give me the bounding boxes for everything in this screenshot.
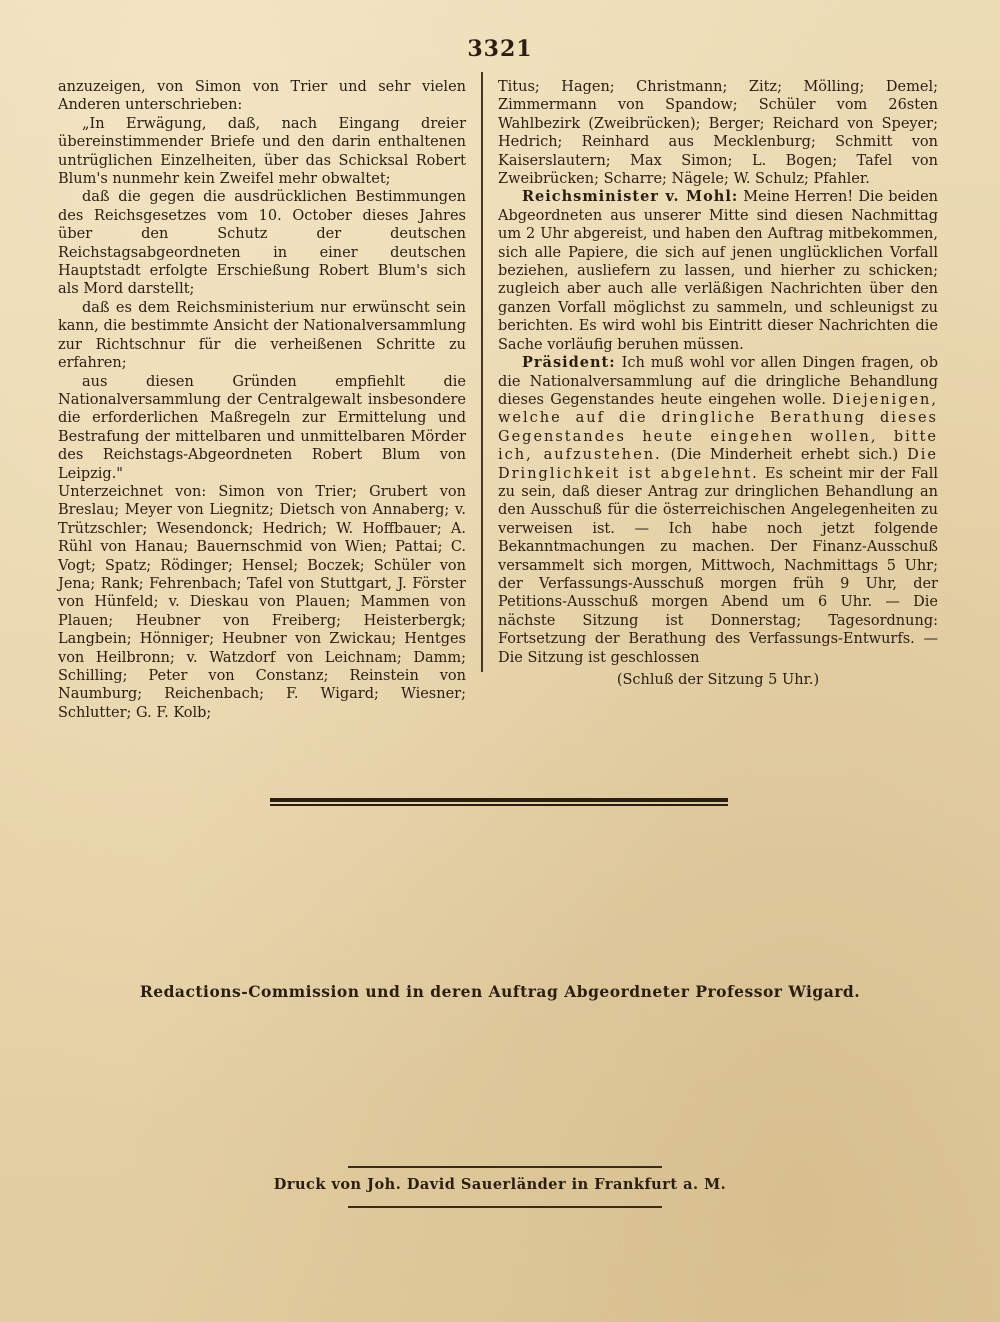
signatories-continued: Titus; Hagen; Christmann; Zitz; Mölling; Demel; Zimmermann von Spandow; Schüler vom 26sten Wahlbezirk (Zweibrücken); Berger; Reichard von Speyer; Hedrich; Reinhard aus Mecklenburg; Schmitt von Kaiserslautern; Max Simon; L. Bogen; Tafel von Zweibrücken; Scharre; Nägele; W. Schulz; Pfahler. bbox=[498, 79, 938, 188]
motion-quote-paragraph: daß die gegen die ausdrücklichen Bestimmungen des Reichsgesetzes vom 10. October dieses Jahres über den Schutz der deutschen Reichstagsabgeordneten in einer deutschen Hauptstadt erfolgte Erschießung Robert Blum's sich als Mord darstellt; bbox=[58, 189, 466, 298]
printer-imprint: Druck von Joh. David Sauerländer in Frankfurt a. M. bbox=[273, 1176, 727, 1193]
speech-text-spaced: Die Dringlichkeit ist abgelehnt. bbox=[498, 447, 938, 482]
motion-quote-paragraph: aus diesen Gründen empfiehlt die Nationalversammlung der Centralgewalt insbesondere die erforderlichen Maßregeln zur Ermittelung und Bestrafung der mittelbaren und unmittelbaren Mörder des Reichstags-Abgeordneten Robert Blum von Leipzig." bbox=[58, 373, 466, 482]
session-closing: (Schluß der Sitzung 5 Uhr.) bbox=[616, 672, 820, 688]
printer-rule-top bbox=[348, 1166, 662, 1168]
speaker-label: Reichsminister v. Mohl: bbox=[522, 188, 739, 206]
speech-text: Ich muß wohl vor allen Dingen fragen, ob die Nationalversammlung auf die dringliche Behandlung dieses Gegenstandes heute eingehen wolle. bbox=[498, 355, 938, 408]
divider-thin-line bbox=[270, 804, 728, 806]
speech-text-spaced: Diejenigen, welche auf die dringliche Berathung dieses Gegenstandes heute eingehen wollen, bitte ich, aufzustehen. bbox=[498, 391, 939, 464]
stage-direction: (Die Minderheit erhebt sich.) bbox=[670, 447, 899, 464]
minister-speech bbox=[498, 188, 938, 354]
motion-quote-paragraph: „In Erwägung, daß, nach Eingang dreier übereinstimmender Briefe und den darin enthaltenen untrüglichen Einzelheiten, über das Schicksal Robert Blum's nunmehr kein Zweifel mehr obwaltet; bbox=[58, 115, 466, 188]
divider-thick-line bbox=[270, 798, 728, 802]
redaction-credit: Redactions-Commission und in deren Auftrag Abgeordneter Professor Wigard. bbox=[139, 982, 861, 1001]
president-speech bbox=[498, 354, 938, 667]
motion-quote-paragraph: daß es dem Reichsministerium nur erwünscht sein kann, die bestimmte Ansicht der Nationalversammlung zur Richtschnur für die verheißenen Schritte zu erfahren; bbox=[58, 299, 466, 372]
speech-text: Meine Herren! Die beiden Abgeordneten aus unserer Mitte sind diesen Nachmittag um 2 Uhr abgereist, und haben den Auftrag mitbekommen, sich alle Papiere, die sich auf jenen unglücklichen Vorfall beziehen, ausliefern zu lassen, und hierher zu schicken; zugleich aber auch alle verläßigen Nachrichten über den ganzen Vorfall möglichst zu sammeln, und schleunigst zu berichten. Es wird wohl bis Eintritt dieser Nachrichten die Sache vorläufig beruhen müssen. bbox=[498, 189, 938, 353]
page-number: 3321 bbox=[467, 36, 533, 62]
right-column bbox=[498, 78, 938, 689]
signatories-paragraph: Unterzeichnet von: Simon von Trier; Grubert von Breslau; Meyer von Liegnitz; Dietsch von Annaberg; v. Trützschler; Wesendonck; Hedrich; W. Hoffbauer; A. Rühl von Hanau; Bauernschmid von Wien; Pattai; C. Vogt; Spatz; Rödinger; Hensel; Boczek; Schüler von Jena; Rank; Fehrenbach; Tafel von Stuttgart, J. Förster von Hünfeld; v. Dieskau von Plauen; Mammen von Plauen; Heubner von Freiberg; Heisterbergk; Langbein; Hönniger; Heubner von Zwickau; Hentges von Heilbronn; v. Watzdorf von Leichnam; Damm; Schilling; Peter von Constanz; Reinstein von Naumburg; Reichenbach; F. Wigard; Wiesner; Schlutter; G. F. Kolb; bbox=[58, 483, 466, 721]
left-column bbox=[58, 78, 466, 722]
speaker-label: Präsident: bbox=[522, 354, 616, 372]
section-divider bbox=[270, 798, 728, 806]
printer-rule-bottom bbox=[348, 1206, 662, 1208]
intro-paragraph: anzuzeigen, von Simon von Trier und sehr vielen Anderen unterschrieben: bbox=[58, 79, 466, 114]
speech-text: Es scheint mir der Fall zu sein, daß dieser Antrag zur dringlichen Behandlung an den Ausschuß für die österreichischen Angelegenheiten zu verweisen ist. — Ich habe noch jetzt folgende Bekanntmachungen zu machen. Der Finanz-Ausschuß versammelt sich morgen, Mittwoch, Nachmittags 5 Uhr; der Verfassungs-Ausschuß morgen früh 9 Uhr, der Petitions-Ausschuß morgen Abend um 6 Uhr. — Die nächste Sitzung ist Donnerstag; Tagesordnung: Fortsetzung der Berathung des Verfassungs-Entwurfs. — Die Sitzung ist geschlossen bbox=[498, 465, 939, 666]
column-divider bbox=[481, 72, 483, 672]
